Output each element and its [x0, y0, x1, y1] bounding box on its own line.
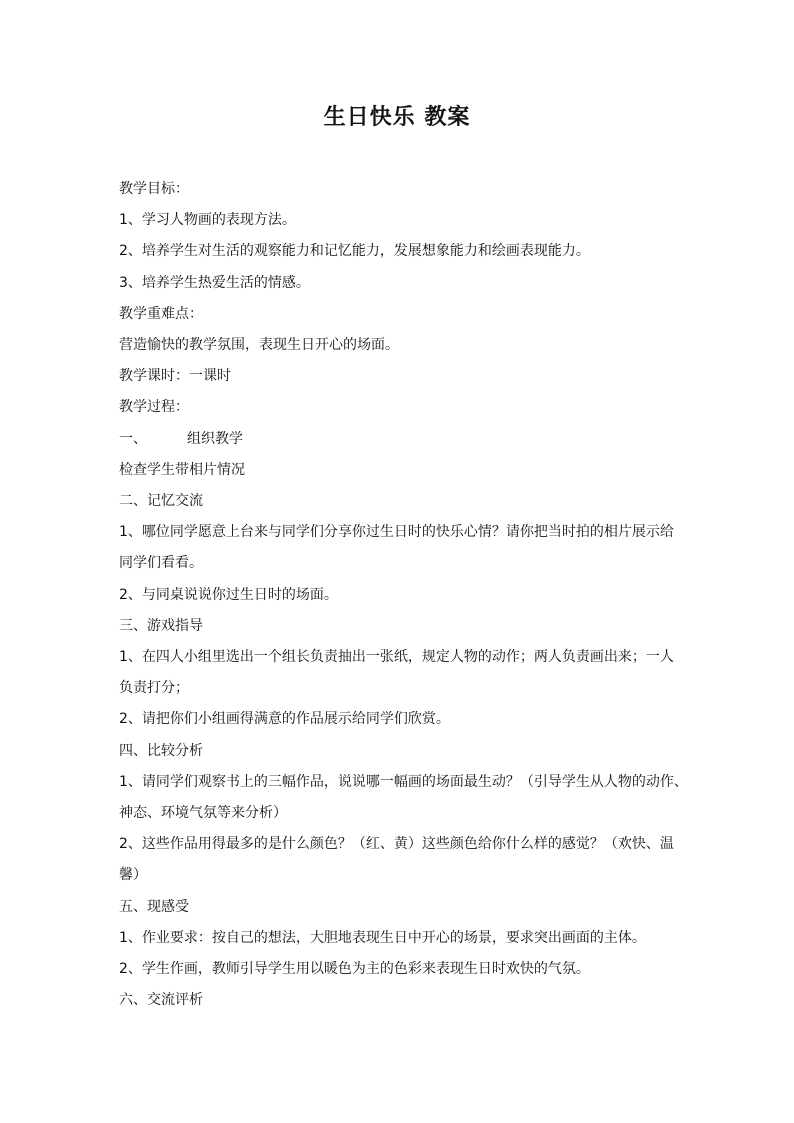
step5-item2: 2、学生作画，教师引导学生用以暖色为主的色彩来表现生日时欢快的气氛。: [119, 961, 590, 978]
objective-item-2: 2、培养学生对生活的观察能力和记忆能力，发展想象能力和绘画表现能力。: [119, 243, 590, 260]
step4-heading: 四、比较分析: [119, 742, 203, 759]
step4-item2-line2: 馨）: [119, 867, 147, 884]
step3-item1-line2: 负责打分；: [119, 680, 189, 697]
step4-item1-line2: 神态、环境气氛等来分析）: [119, 805, 287, 822]
lesson-time: 教学课时：一课时: [119, 368, 231, 385]
step2-item1-line1: 1、哪位同学愿意上台来与同学们分享你过生日时的快乐心情？请你把当时拍的相片展示给: [119, 524, 674, 541]
step2-item1-line2: 同学们看看。: [119, 555, 203, 572]
step4-item2-line1: 2、这些作品用得最多的是什么颜色？（红、黄）这些颜色给你什么样的感觉？（欢快、温: [119, 836, 674, 853]
objective-item-3: 3、培养学生热爱生活的情感。: [119, 274, 310, 291]
step1-title: 组织教学: [187, 430, 243, 447]
objective-item-1: 1、学习人物画的表现方法。: [119, 212, 296, 229]
step2-item2: 2、与同桌说说你过生日时的场面。: [119, 586, 338, 603]
step1-number: 一、: [119, 430, 147, 447]
key-points-heading: 教学重难点：: [119, 305, 203, 322]
document-body: [119, 174, 688, 1016]
process-heading: 教学过程：: [119, 399, 189, 416]
document-title: 生日快乐 教案: [323, 104, 471, 130]
step3-item1-line1: 1、在四人小组里选出一个组长负责抽出一张纸，规定人物的动作；两人负责画出来；一人: [119, 649, 674, 666]
step3-item2: 2、请把你们小组画得满意的作品展示给同学们欣赏。: [119, 711, 450, 728]
step6-heading: 六、交流评析: [119, 992, 203, 1009]
step4-item1-line1: 1、请同学们观察书上的三幅作品，说说哪一幅画的场面最生动？（引导学生从人物的动作、: [119, 773, 688, 790]
step5-item1: 1、作业要求：按自己的想法，大胆地表现生日中开心的场景，要求突出画面的主体。: [119, 929, 646, 946]
step1-text: 检查学生带相片情况: [119, 461, 245, 478]
step2-heading: 二、记忆交流: [119, 493, 203, 510]
key-points-text: 营造愉快的教学氛围，表现生日开心的场面。: [119, 337, 399, 354]
step5-heading: 五、现感受: [119, 898, 189, 915]
step3-heading: 三、游戏指导: [119, 617, 203, 634]
objectives-heading: 教学目标：: [119, 181, 189, 197]
step1-heading: [119, 424, 679, 455]
